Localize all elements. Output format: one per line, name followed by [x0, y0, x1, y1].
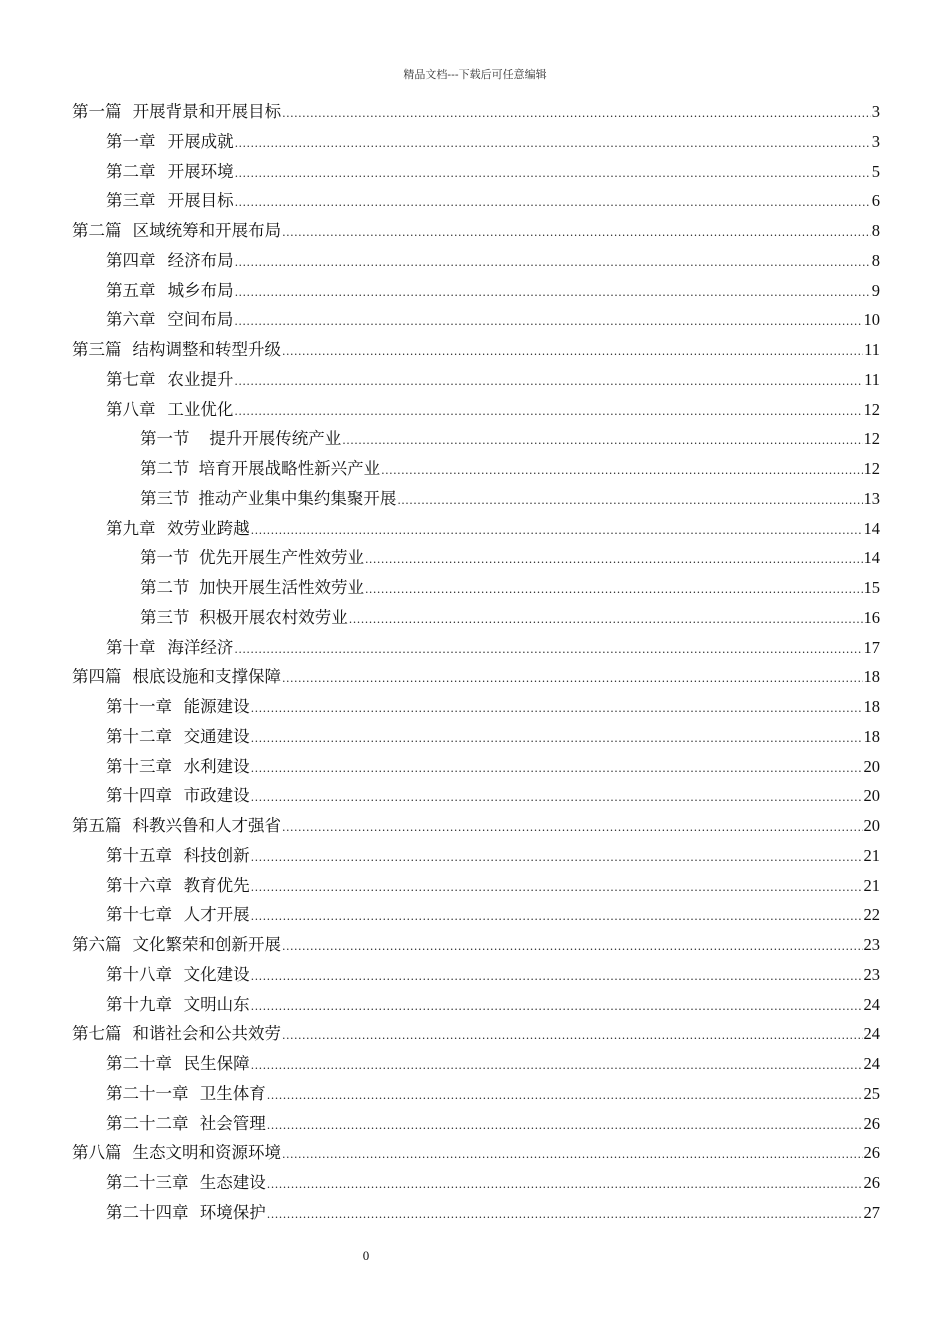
toc-entry-title: 海洋经济: [167, 637, 234, 657]
toc-entry-title: 效劳业跨越: [167, 518, 250, 538]
toc-entry-number: 第三节: [140, 607, 190, 627]
toc-entry-title: 开展环境: [167, 161, 234, 181]
toc-entry-page: 12: [863, 399, 880, 419]
toc-entry-page: 23: [863, 964, 880, 984]
toc-entry[interactable]: [72, 811, 880, 841]
toc-entry-number: 第二十二章: [106, 1113, 189, 1133]
toc-entry-number: 第十七章: [106, 905, 172, 925]
dot-leader: [251, 516, 863, 546]
dot-leader: [234, 397, 862, 427]
toc-entry-number: 第一节: [140, 548, 190, 568]
toc-entry-number: 第二十章: [106, 1054, 172, 1073]
dot-leader: [251, 843, 863, 873]
toc-entry[interactable]: [72, 871, 880, 901]
dot-leader: [282, 664, 863, 694]
toc-entry-number: 第二十三章: [106, 1173, 189, 1192]
toc-entry[interactable]: [72, 752, 880, 782]
toc-entry[interactable]: [72, 1079, 880, 1109]
toc-entry-page: 16: [863, 607, 880, 627]
toc-entry-page: 22: [863, 905, 880, 925]
toc-entry-title: 人才开展: [183, 905, 250, 925]
toc-entry-page: 20: [863, 786, 880, 806]
toc-entry-title: 科教兴鲁和人才强省: [132, 816, 281, 835]
dot-leader: [282, 218, 871, 248]
toc-entry[interactable]: [72, 573, 880, 603]
dot-leader: [397, 486, 862, 516]
dot-leader: [342, 426, 862, 456]
dot-leader: [267, 1081, 863, 1111]
toc-entry-number: 第五章: [106, 280, 156, 300]
toc-entry-page: 8: [871, 221, 880, 240]
toc-entry-page: 6: [871, 191, 880, 211]
dot-leader: [251, 724, 863, 754]
toc-entry-number: 第七章: [106, 369, 156, 389]
dot-leader: [234, 307, 862, 337]
toc-entry[interactable]: [72, 424, 880, 454]
dot-leader: [365, 575, 863, 605]
dot-leader: [251, 754, 863, 784]
toc-entry[interactable]: [72, 1198, 880, 1228]
dot-leader: [282, 813, 863, 843]
dot-leader: [251, 902, 863, 932]
page-header: 精品文档---下载后可任意编辑: [403, 68, 547, 81]
toc-entry-page: 23: [863, 935, 880, 954]
toc-entry-title: 农业提升: [167, 369, 234, 389]
toc-entry-number: 第九章: [106, 518, 156, 538]
dot-leader: [251, 962, 863, 992]
dot-leader: [251, 992, 863, 1022]
dot-leader: [234, 367, 863, 397]
toc-entry[interactable]: [72, 543, 880, 573]
toc-entry-title: 文化建设: [183, 964, 250, 984]
toc-entry[interactable]: [72, 841, 880, 871]
toc-entry[interactable]: [72, 454, 880, 484]
toc-entry-page: 8: [871, 250, 880, 270]
toc-entry[interactable]: [72, 127, 880, 157]
toc-entry-number: 第一篇: [72, 102, 122, 121]
toc-entry-page: 18: [863, 667, 880, 687]
toc-entry-number: 第二十四章: [106, 1202, 189, 1222]
toc-entry-number: 第四章: [106, 250, 156, 270]
dot-leader: [251, 873, 863, 903]
toc-entry-title: 结构调整和转型升级: [132, 340, 282, 359]
toc-entry-number: 第十六章: [106, 875, 172, 895]
toc-entry[interactable]: [72, 1019, 880, 1049]
toc-entry-number: 第一节: [140, 429, 190, 449]
toc-entry-title: 区域统筹和开展布局: [132, 221, 282, 240]
dot-leader: [365, 545, 863, 575]
toc-entry-title: 文化繁荣和创新开展: [132, 935, 281, 954]
toc-entry-number: 第六章: [106, 310, 156, 330]
toc-entry[interactable]: [72, 603, 880, 633]
toc-entry-title: 提升开展传统产业: [209, 429, 342, 449]
toc-entry-page: 18: [863, 697, 880, 716]
toc-entry-number: 第八章: [106, 399, 156, 419]
toc-entry-title: 经济布局: [167, 250, 234, 270]
dot-leader: [349, 605, 863, 635]
toc-entry-number: 第十章: [106, 637, 156, 657]
toc-entry-number: 第五篇: [72, 816, 122, 835]
dot-leader: [267, 1111, 863, 1141]
dot-leader: [235, 129, 871, 159]
toc-entry-page: 5: [871, 161, 880, 181]
toc-entry[interactable]: [72, 276, 880, 306]
toc-entry-title: 推动产业集中集约集聚开展: [198, 488, 397, 508]
toc-entry[interactable]: [72, 1049, 880, 1079]
toc-entry[interactable]: [72, 990, 880, 1020]
page-number: 0: [362, 1248, 370, 1263]
toc-entry-number: 第十八章: [106, 964, 172, 984]
toc-entry-title: 加快开展生活性效劳业: [198, 578, 364, 597]
toc-entry-page: 25: [863, 1083, 880, 1103]
dot-leader: [282, 1140, 863, 1170]
dot-leader: [251, 1051, 863, 1081]
toc-entry-page: 14: [863, 518, 880, 538]
toc-entry[interactable]: [72, 335, 880, 365]
toc-entry-number: 第三章: [106, 191, 156, 211]
toc-entry-number: 第十二章: [106, 726, 172, 746]
toc-entry-title: 卫生体育: [199, 1083, 266, 1103]
toc-entry-title: 文明山东: [183, 994, 250, 1014]
toc-entry[interactable]: [72, 395, 880, 425]
dot-leader: [235, 278, 871, 308]
toc-entry-title: 交通建设: [183, 726, 250, 746]
toc-entry[interactable]: [72, 662, 880, 692]
toc-entry[interactable]: [72, 781, 880, 811]
toc-entry-page: 9: [871, 280, 880, 300]
toc-entry-page: 20: [863, 756, 880, 776]
toc-entry-number: 第三篇: [72, 340, 122, 359]
dot-leader: [282, 1021, 863, 1051]
toc-entry-number: 第八篇: [72, 1143, 122, 1163]
toc-entry[interactable]: [72, 1109, 880, 1139]
toc-entry[interactable]: [72, 97, 880, 127]
toc-entry[interactable]: [72, 246, 880, 276]
toc-entry[interactable]: [72, 365, 880, 395]
dot-leader: [235, 188, 871, 218]
toc-entry-number: 第十九章: [106, 994, 172, 1014]
toc-entry-number: 第十三章: [106, 756, 172, 776]
dot-leader: [267, 1200, 863, 1230]
toc-entry-page: 24: [863, 1024, 880, 1044]
toc-entry-number: 第七篇: [72, 1024, 122, 1044]
dot-leader: [282, 337, 863, 367]
dot-leader: [235, 159, 871, 189]
toc-entry-page: 14: [863, 548, 880, 568]
dot-leader: [381, 456, 862, 486]
dot-leader: [251, 694, 863, 724]
toc-entry[interactable]: [72, 960, 880, 990]
toc-entry-page: 15: [863, 578, 880, 597]
toc-entry-page: 24: [863, 994, 880, 1014]
toc-entry-number: 第十五章: [106, 845, 172, 865]
toc-entry-number: 第二篇: [72, 221, 122, 240]
toc-entry-title: 水利建设: [183, 756, 250, 776]
toc-entry[interactable]: [72, 1138, 880, 1168]
toc-entry-title: 民生保障: [183, 1054, 250, 1073]
dot-leader: [235, 248, 871, 278]
toc-entry-page: 26: [863, 1173, 880, 1192]
toc-entry-page: 21: [863, 875, 880, 895]
toc-entry-number: 第三节: [140, 488, 190, 508]
toc-entry-title: 和谐社会和公共效劳: [132, 1024, 281, 1044]
table-of-contents: [72, 97, 880, 1228]
toc-entry[interactable]: [72, 930, 880, 960]
toc-entry-number: 第二十一章: [106, 1083, 189, 1103]
toc-entry-number: 第一章: [106, 131, 156, 151]
toc-entry[interactable]: [72, 514, 880, 544]
toc-entry[interactable]: [72, 216, 880, 246]
toc-entry-title: 积极开展农村效劳业: [199, 607, 348, 627]
toc-entry[interactable]: [72, 692, 880, 722]
toc-entry-page: 10: [863, 310, 880, 330]
toc-entry-number: 第六篇: [72, 935, 122, 954]
toc-entry-page: 3: [871, 102, 880, 121]
toc-entry-title: 科技创新: [183, 845, 250, 865]
toc-entry-page: 27: [863, 1202, 880, 1222]
toc-entry-title: 工业优化: [167, 399, 234, 419]
toc-entry-page: 18: [863, 726, 880, 746]
toc-entry-page: 24: [863, 1054, 880, 1073]
toc-entry[interactable]: [72, 722, 880, 752]
toc-entry-page: 11: [864, 340, 880, 359]
toc-entry-page: 12: [863, 459, 880, 478]
toc-entry-page: 20: [863, 816, 880, 835]
toc-entry-title: 优先开展生产性效劳业: [198, 548, 364, 568]
toc-entry-page: 13: [863, 488, 880, 508]
toc-entry-number: 第二节: [140, 459, 190, 478]
toc-entry-title: 培育开展战略性新兴产业: [198, 459, 381, 478]
toc-entry[interactable]: [72, 305, 880, 335]
toc-entry-title: 开展目标: [167, 191, 234, 211]
toc-entry-title: 社会管理: [199, 1113, 266, 1133]
toc-entry-number: 第十四章: [106, 786, 172, 806]
toc-entry[interactable]: [72, 484, 880, 514]
dot-leader: [234, 635, 862, 665]
dot-leader: [282, 932, 863, 962]
toc-entry-title: 城乡布局: [167, 280, 234, 300]
toc-entry-number: 第四篇: [72, 667, 122, 687]
toc-entry-title: 环境保护: [199, 1202, 266, 1222]
dot-leader: [282, 99, 871, 129]
toc-entry-page: 26: [863, 1113, 880, 1133]
toc-entry-title: 生态建设: [199, 1173, 266, 1192]
toc-entry[interactable]: [72, 1168, 880, 1198]
toc-entry-page: 3: [871, 131, 880, 151]
toc-entry-title: 根底设施和支撑保障: [132, 667, 281, 687]
toc-entry-number: 第二节: [140, 578, 190, 597]
dot-leader: [267, 1170, 863, 1200]
toc-entry-number: 第十一章: [106, 697, 172, 716]
toc-entry-title: 能源建设: [183, 697, 250, 716]
toc-entry-page: 17: [863, 637, 880, 657]
toc-entry[interactable]: [72, 157, 880, 187]
toc-entry-page: 12: [863, 429, 880, 449]
toc-entry-page: 26: [863, 1143, 880, 1163]
dot-leader: [251, 783, 863, 813]
toc-entry[interactable]: [72, 186, 880, 216]
toc-entry-title: 开展背景和开展目标: [132, 102, 282, 121]
toc-entry-title: 市政建设: [183, 786, 250, 806]
toc-entry-title: 开展成就: [167, 131, 234, 151]
toc-entry[interactable]: [72, 900, 880, 930]
toc-entry-title: 生态文明和资源环境: [132, 1143, 281, 1163]
toc-entry-page: 11: [864, 369, 880, 389]
toc-entry-title: 教育优先: [183, 875, 250, 895]
toc-entry-title: 空间布局: [167, 310, 234, 330]
toc-entry-number: 第二章: [106, 161, 156, 181]
toc-entry[interactable]: [72, 633, 880, 663]
toc-entry-page: 21: [863, 845, 880, 865]
